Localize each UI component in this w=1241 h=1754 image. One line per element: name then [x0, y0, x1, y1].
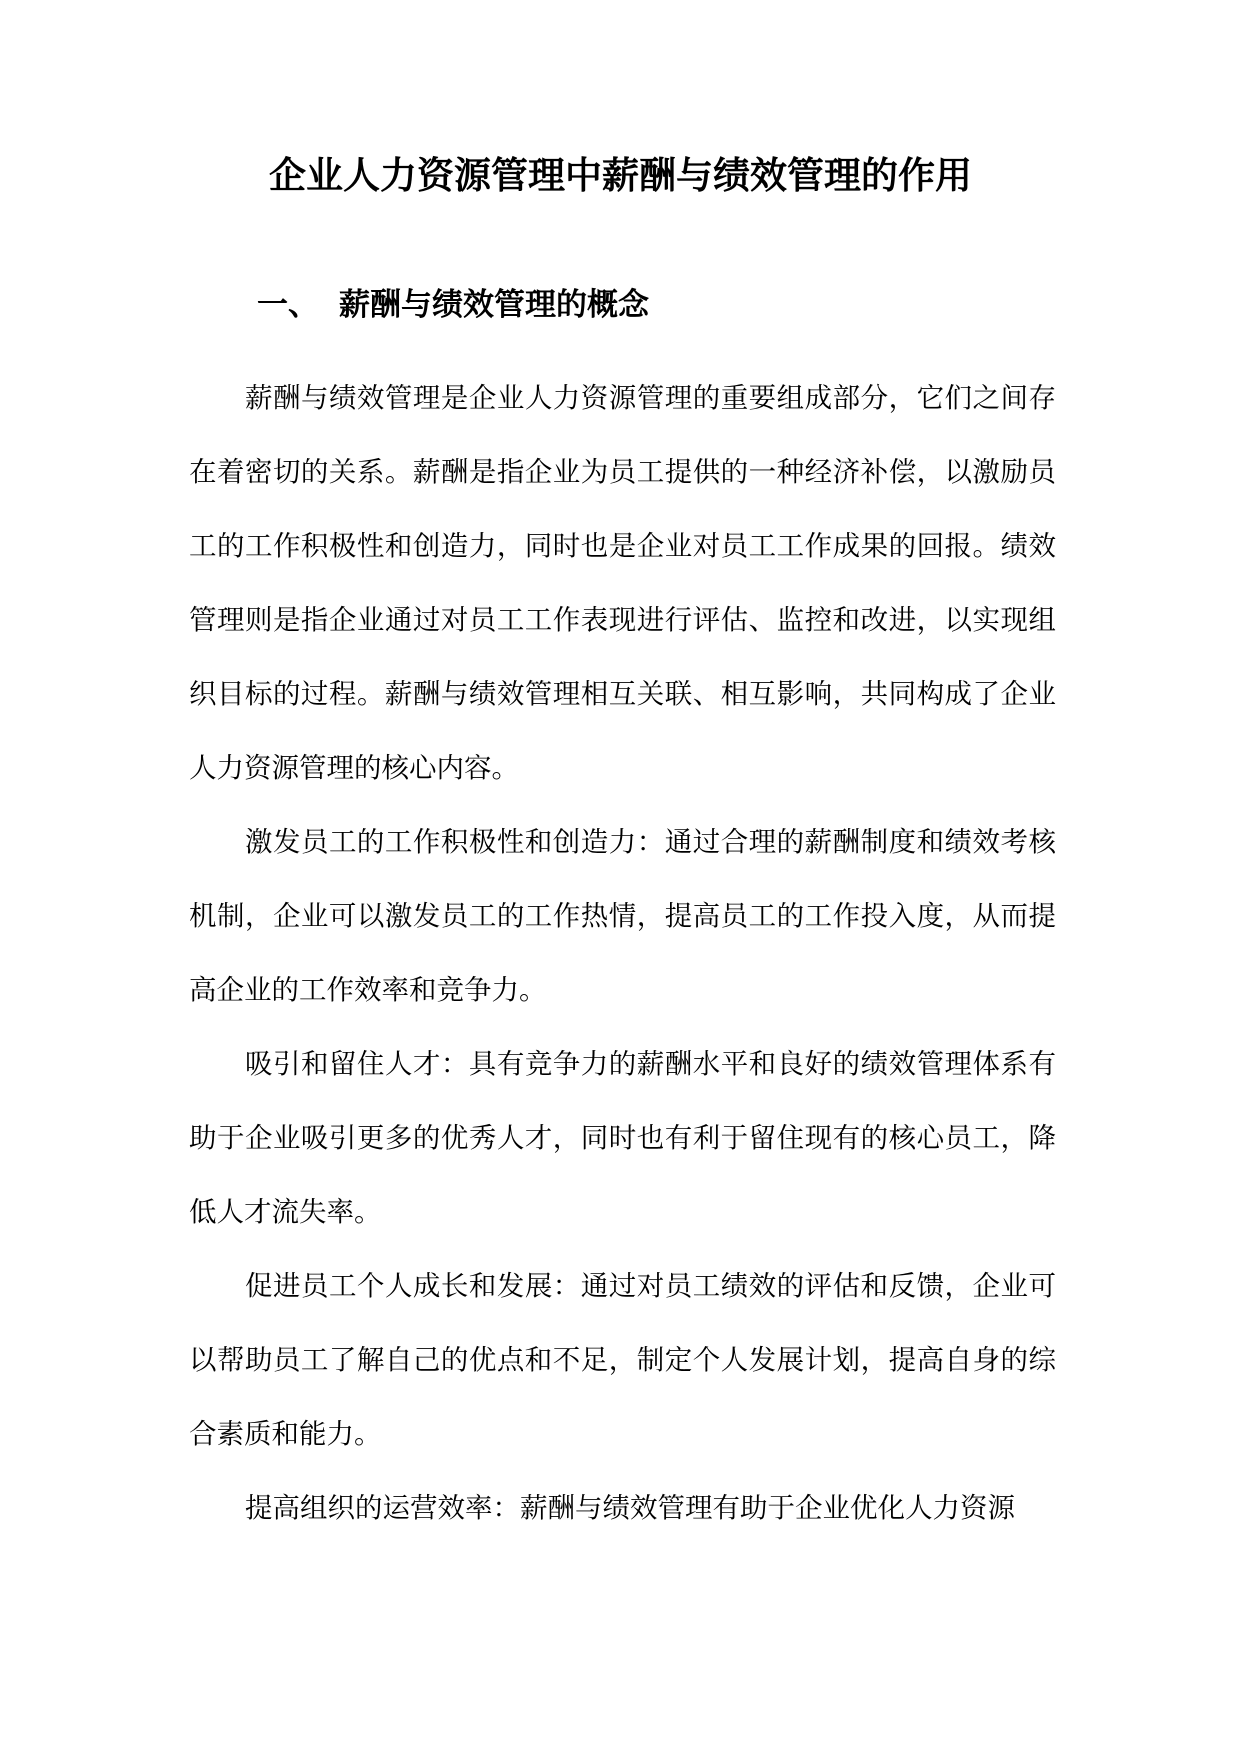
section-title: 薪酬与绩效管理的概念 [339, 287, 649, 323]
paragraph: 吸引和留住人才：具有竞争力的薪酬水平和良好的绩效管理体系有助于企业吸引更多的优秀人才，同时也有利于留住现有的核心员工，降低人才流失率。 [189, 1048, 1056, 1228]
paragraph: 薪酬与绩效管理是企业人力资源管理的重要组成部分，它们之间存在着密切的关系。薪酬是指企业为员工提供的一种经济补偿，以激励员工的工作积极性和创造力，同时也是企业对员工工作成果的回报。绩效管理则是指企业通过对员工工作表现进行评估、监控和改进，以实现组织目标的过程。薪酬与绩效管理相互关联、相互影响，共同构成了企业人力资源管理的核心内容。 [189, 382, 1056, 784]
document-title: 企业人力资源管理中薪酬与绩效管理的作用 [269, 154, 972, 197]
paragraph: 激发员工的工作积极性和创造力：通过合理的薪酬制度和绩效考核机制，企业可以激发员工的工作热情，提高员工的工作投入度，从而提高企业的工作效率和竞争力。 [189, 826, 1056, 1006]
section-heading [257, 280, 649, 330]
body-text [189, 361, 1056, 1545]
paragraph: 提高组织的运营效率：薪酬与绩效管理有助于企业优化人力资源 [245, 1492, 1015, 1524]
section-number: 一、 [257, 287, 319, 323]
paragraph: 促进员工个人成长和发展：通过对员工绩效的评估和反馈，企业可以帮助员工了解自己的优点和不足，制定个人发展计划，提高自身的综合素质和能力。 [189, 1270, 1056, 1450]
